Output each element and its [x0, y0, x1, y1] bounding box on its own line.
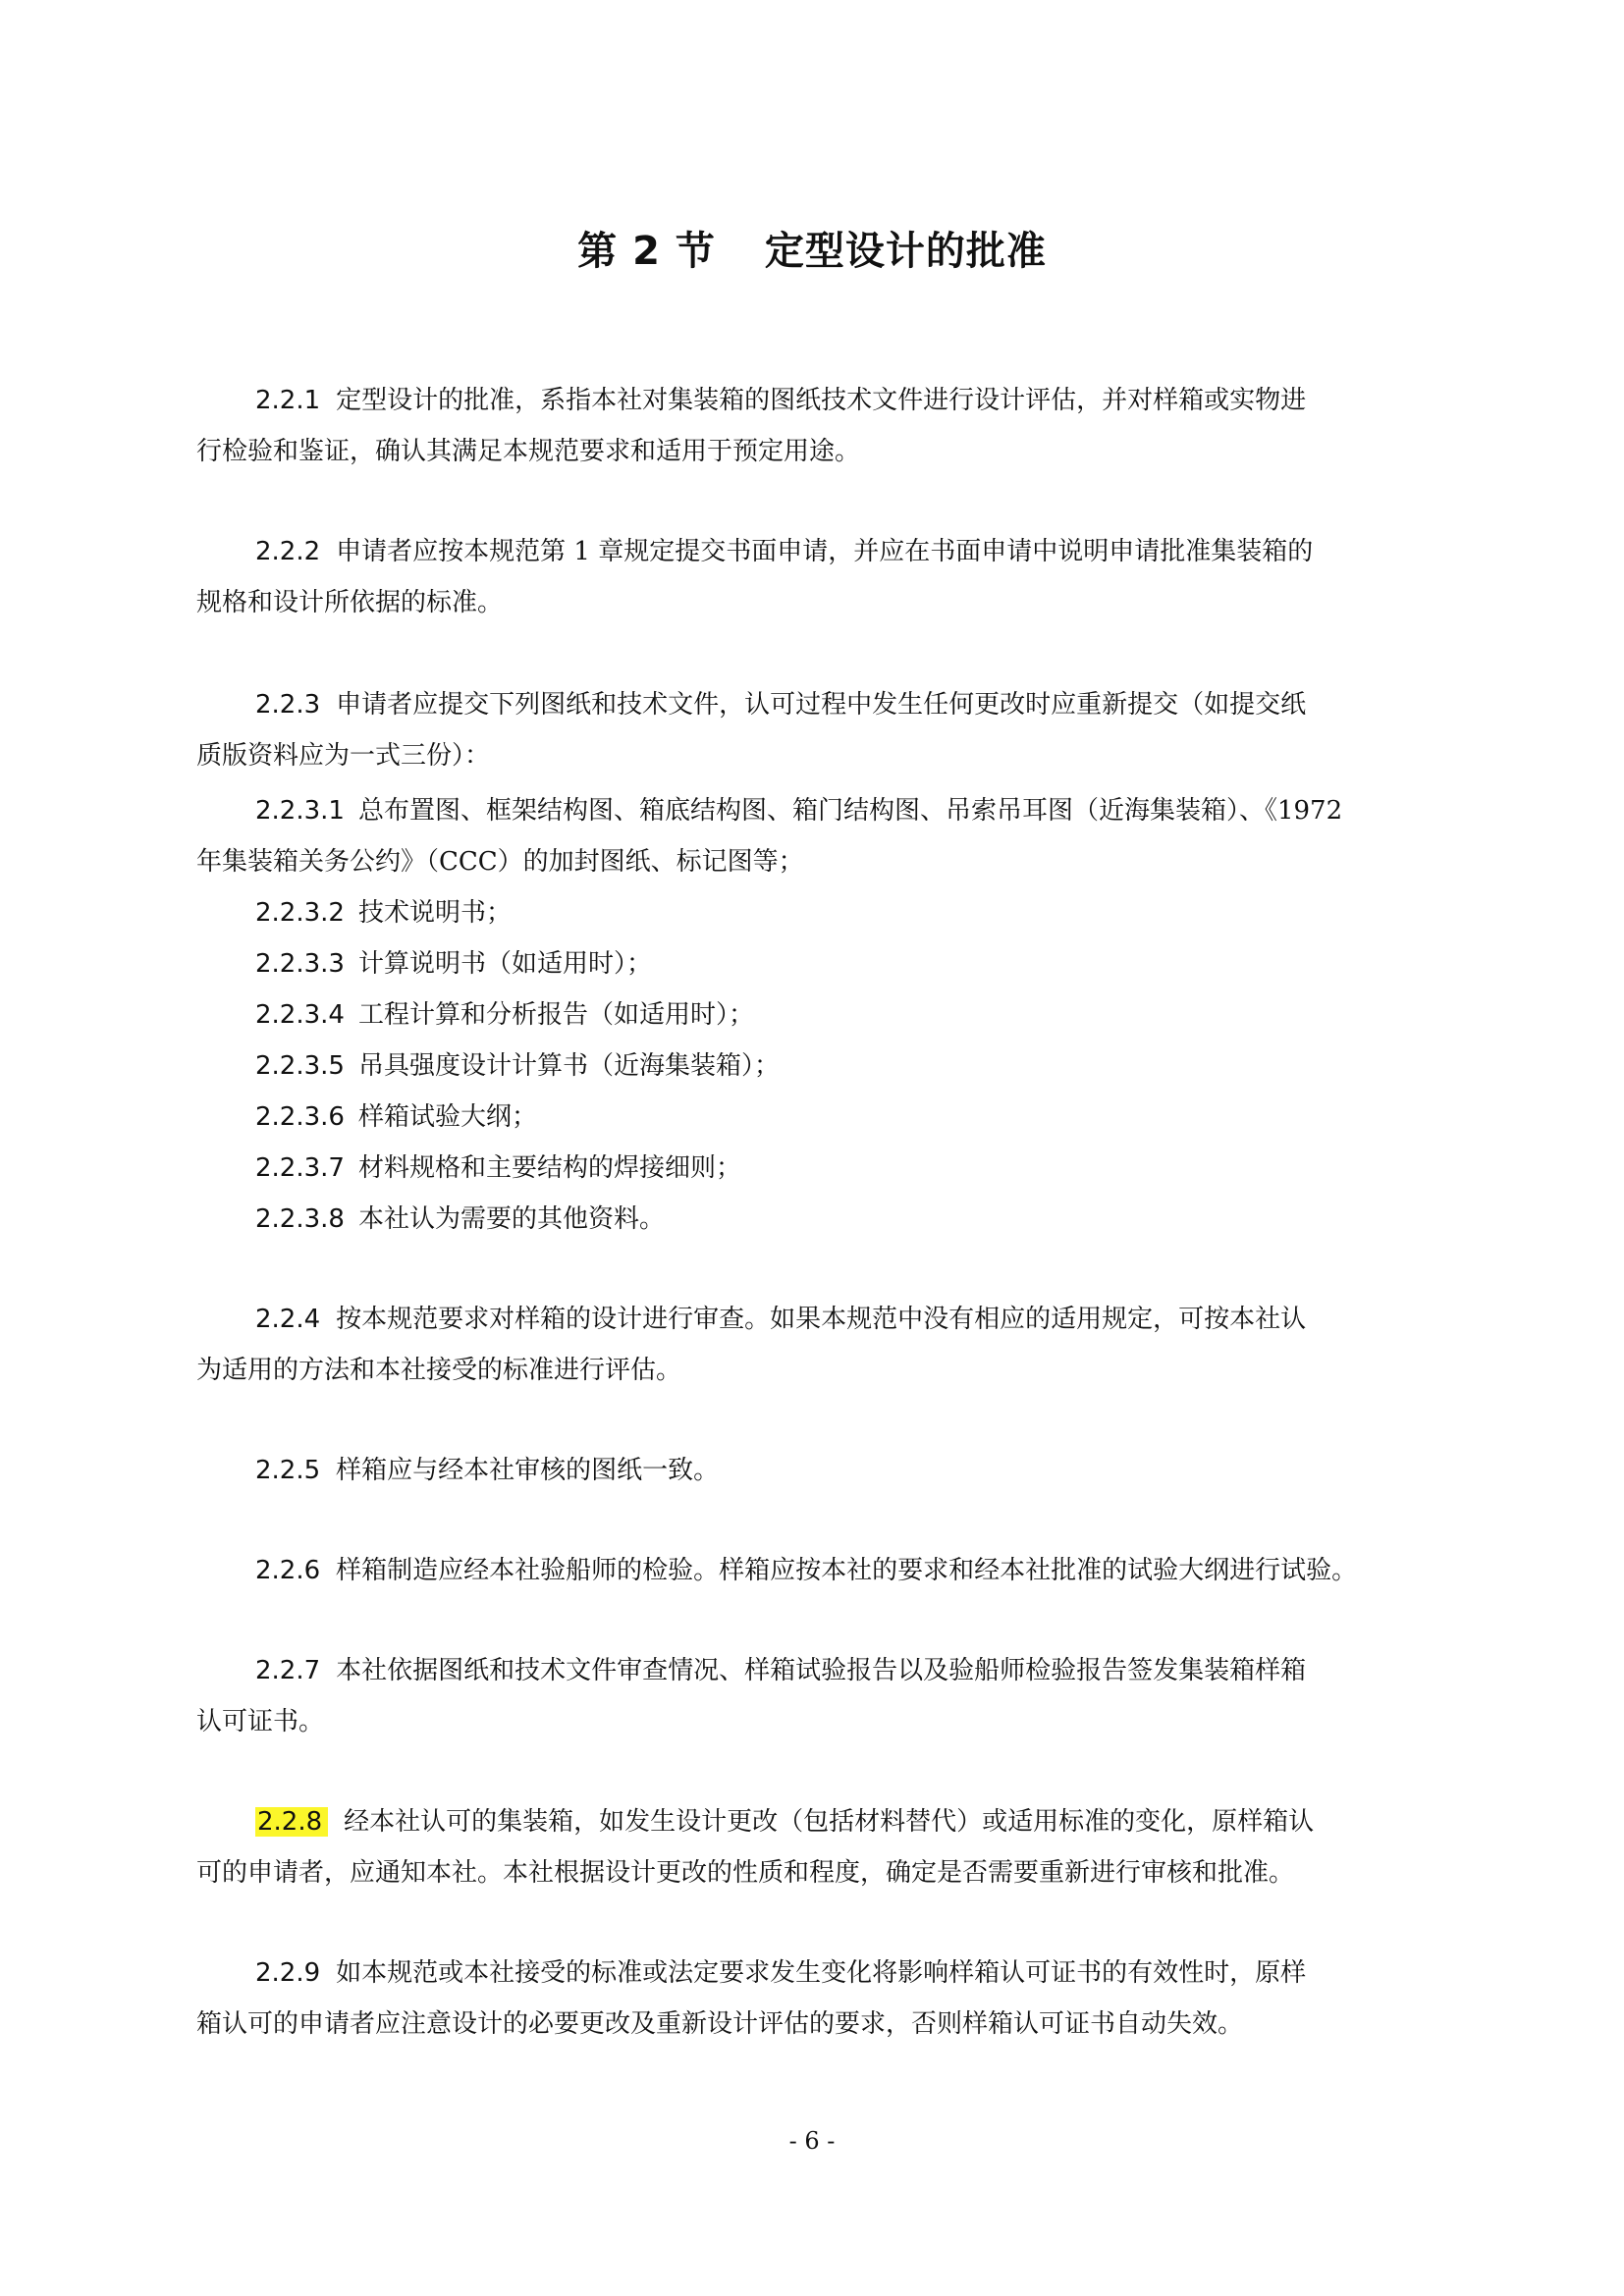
clause-number: 2.2.1 [255, 386, 321, 415]
clause-number: 2.2.7 [255, 1656, 321, 1685]
highlighted-clause-number: 2.2.8 [255, 1807, 328, 1837]
subclause-number: 2.2.3.4 [255, 1000, 345, 1030]
clause-2-2-1 [196, 375, 1435, 477]
clause-number: 2.2.6 [255, 1556, 321, 1585]
subclause-text: 计算说明书（如适用时）； [357, 949, 652, 979]
clause-text-cont: 认可证书。 [196, 1707, 325, 1736]
subclause-number: 2.2.3.7 [255, 1153, 345, 1183]
subclause-2-2-3-7 [255, 1143, 1435, 1194]
clause-number: 2.2.9 [255, 1958, 321, 1988]
clause-2-2-2 [196, 526, 1435, 628]
subclause-text-cont: 年集装箱关务公约》（CCC）的加封图纸、标记图等； [196, 847, 804, 877]
clause-2-2-7 [196, 1645, 1435, 1747]
clause-text: 如本规范或本社接受的标准或法定要求发生变化将影响样箱认可证书的有效性时，原样 [336, 1958, 1307, 1988]
clause-text: 样箱制造应经本社验船师的检验。样箱应按本社的要求和经本社批准的试验大纲进行试验。 [336, 1556, 1358, 1585]
clause-text: 申请者应提交下列图纸和技术文件，认可过程中发生任何更改时应重新提交（如提交纸 [336, 690, 1307, 720]
subclause-text: 吊具强度设计计算书（近海集装箱）； [357, 1051, 780, 1081]
page-number: - 6 - [788, 2127, 836, 2155]
subclause-number: 2.2.3.8 [255, 1204, 345, 1234]
subclause-text: 技术说明书； [357, 898, 512, 928]
clause-text: 本社依据图纸和技术文件审查情况、样箱试验报告以及验船师检验报告签发集装箱样箱 [336, 1656, 1307, 1685]
clause-text: 定型设计的批准，系指本社对集装箱的图纸技术文件进行设计评估，并对样箱或实物进 [336, 386, 1307, 415]
subclause-2-2-3-1-cont [196, 836, 1435, 887]
subclause-number: 2.2.3.2 [255, 898, 345, 928]
clause-2-2-5 [196, 1445, 1435, 1496]
subclause-2-2-3-4 [255, 989, 1435, 1041]
section-title [0, 224, 1624, 279]
subclause-number: 2.2.3.5 [255, 1051, 345, 1081]
clause-text-cont: 箱认可的申请者应注意设计的必要更改及重新设计评估的要求，否则样箱认可证书自动失效。 [196, 2009, 1244, 2039]
clause-2-2-4 [196, 1294, 1435, 1396]
subclause-text: 总布置图、框架结构图、箱底结构图、箱门结构图、吊索吊耳图（近海集装箱）、《1972 [357, 796, 1343, 826]
clause-text-cont: 质版资料应为一式三份）： [196, 741, 491, 771]
subclause-number: 2.2.3.3 [255, 949, 345, 979]
clause-text-cont: 可的申请者，应通知本社。本社根据设计更改的性质和程度，确定是否需要重新进行审核和批准。 [196, 1858, 1295, 1888]
subclause-number: 2.2.3.1 [255, 796, 345, 826]
clause-text: 经本社认可的集装箱，如发生设计更改（包括材料替代）或适用标准的变化，原样箱认 [344, 1807, 1315, 1837]
subclause-2-2-3-6 [255, 1092, 1435, 1143]
subclause-2-2-3-1 [255, 785, 1435, 836]
subclause-2-2-3-8 [255, 1194, 1435, 1245]
subclause-2-2-3-5 [255, 1041, 1435, 1092]
clause-2-2-9 [196, 1948, 1435, 2050]
subclause-number: 2.2.3.6 [255, 1102, 345, 1132]
subclause-2-2-3-3 [255, 938, 1435, 989]
clause-text-cont: 为适用的方法和本社接受的标准进行评估。 [196, 1356, 682, 1385]
subclause-2-2-3-2 [255, 887, 1435, 938]
clause-text-cont: 规格和设计所依据的标准。 [196, 588, 504, 617]
section-heading: 定型设计的批准 [764, 229, 1047, 274]
clause-2-2-6 [196, 1545, 1435, 1596]
clause-text: 申请者应按本规范第 1 章规定提交书面申请，并应在书面申请中说明申请批准集装箱的 [336, 537, 1314, 566]
clause-number: 2.2.4 [255, 1305, 321, 1334]
clause-text: 按本规范要求对样箱的设计进行审查。如果本规范中没有相应的适用规定，可按本社认 [336, 1305, 1307, 1334]
clause-number: 2.2.3 [255, 690, 321, 720]
clause-2-2-8 [196, 1796, 1435, 1898]
subclause-text: 工程计算和分析报告（如适用时）； [357, 1000, 754, 1030]
clause-2-2-3 [196, 679, 1435, 781]
subclause-text: 材料规格和主要结构的焊接细则； [357, 1153, 741, 1183]
subclause-text: 本社认为需要的其他资料。 [357, 1204, 665, 1234]
clause-number: 2.2.2 [255, 537, 321, 566]
clause-text-cont: 行检验和鉴证，确认其满足本规范要求和适用于预定用途。 [196, 437, 861, 466]
section-number: 第 2 节 [577, 229, 716, 274]
clause-number: 2.2.5 [255, 1456, 321, 1485]
subclause-text: 样箱试验大纲； [357, 1102, 537, 1132]
clause-text: 样箱应与经本社审核的图纸一致。 [336, 1456, 720, 1485]
